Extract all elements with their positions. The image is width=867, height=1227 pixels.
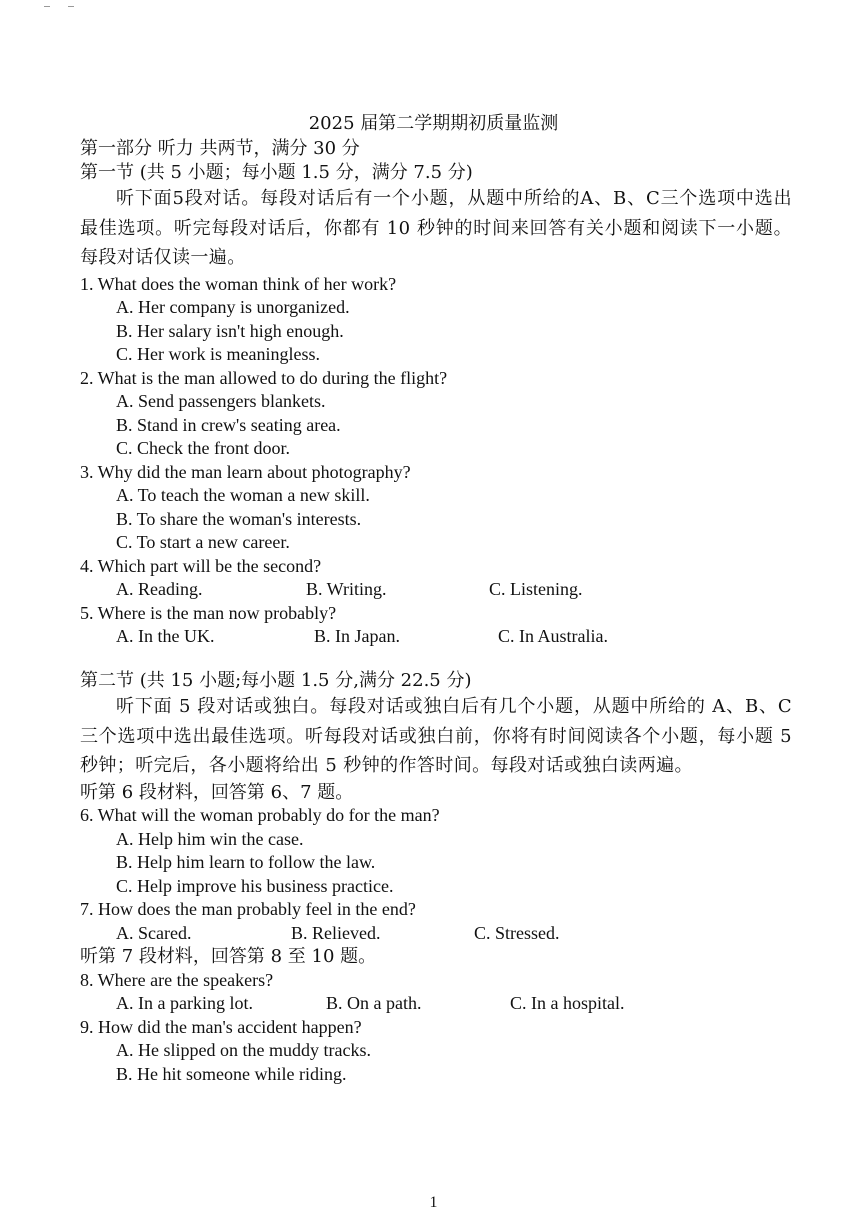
- scan-mark: [44, 6, 50, 7]
- question-3-option-c: C. To start a new career.: [116, 532, 290, 552]
- exam-content: [80, 137, 800, 1086]
- question-7-option-a: A. Scared.: [116, 922, 192, 943]
- question-7-option-b: B. Relieved.: [291, 922, 381, 943]
- question-8-option-c: C. In a hospital.: [510, 993, 625, 1013]
- question-2-option-a: A. Send passengers blankets.: [116, 391, 326, 411]
- question-2-option-b: B. Stand in crew's seating area.: [116, 414, 341, 435]
- page-number: 1: [429, 1194, 438, 1211]
- question-5-stem: 5. Where is the man now probably?: [80, 602, 337, 623]
- question-8-option-a: A. In a parking lot.: [116, 993, 253, 1013]
- section1-instructions: 听下面5段对话。每段对话后有一个小题，从题中所给的A、B、C三个选项中选出最佳选项。听完每段对话后，你都有 10 秒钟的时间来回答有关小题和阅读下一小题。每段对话仅读一遍。: [80, 188, 792, 268]
- question-9-stem: 9. How did the man's accident happen?: [80, 1016, 362, 1037]
- question-9-option-a: A. He slipped on the muddy tracks.: [116, 1040, 371, 1060]
- question-7-stem: 7. How does the man probably feel in the end?: [80, 899, 416, 919]
- material-6-label: 听第 6 段材料，回答第 6、7 题。: [80, 781, 354, 803]
- question-2-stem: 2. What is the man allowed to do during the flight?: [80, 367, 448, 388]
- part1-heading: 第一部分 听力 共两节，满分 30 分: [80, 138, 360, 159]
- section1-heading: 第一节 (共 5 小题；每小题 1.5 分，满分 7.5 分): [80, 161, 473, 183]
- question-1-option-b: B. Her salary isn't high enough.: [116, 320, 344, 341]
- question-7-options: [80, 922, 800, 946]
- question-5-option-b: B. In Japan.: [314, 626, 400, 646]
- question-8-option-b: B. On a path.: [326, 993, 422, 1013]
- question-3-option-b: B. To share the woman's interests.: [116, 508, 362, 529]
- question-4-stem: 4. Which part will be the second?: [80, 555, 322, 576]
- question-5-options: [80, 625, 800, 649]
- question-1-option-c: C. Her work is meaningless.: [116, 344, 320, 364]
- question-4-option-c: C. Listening.: [489, 579, 583, 599]
- question-6-option-c: C. Help improve his business practice.: [116, 875, 394, 896]
- question-3-stem: 3. Why did the man learn about photography?: [80, 461, 411, 482]
- question-6-stem: 6. What will the woman probably do for the man?: [80, 805, 440, 825]
- question-4-option-a: A. Reading.: [116, 579, 203, 599]
- question-6-option-a: A. Help him win the case.: [116, 828, 304, 849]
- question-4-options: [80, 578, 800, 602]
- question-2-option-c: C. Check the front door.: [116, 438, 290, 458]
- question-1-option-a: A. Her company is unorganized.: [116, 297, 350, 317]
- question-3-option-a: A. To teach the woman a new skill.: [116, 485, 370, 505]
- question-5-option-c: C. In Australia.: [498, 626, 608, 646]
- section2-instructions: 听下面 5 段对话或独白。每段对话或独白后有几个小题，从题中所给的 A、B、C 三个选项中选出最佳选项。听每段对话或独白前，你将有时间阅读各个小题，每小题 5 秒钟；听完后，各小题将给出 5 秒钟的作答时间。每段对话或独白读两遍。: [80, 696, 792, 776]
- question-1-stem: 1. What does the woman think of her work?: [80, 273, 397, 294]
- question-4-option-b: B. Writing.: [306, 579, 387, 599]
- material-7-label: 听第 7 段材料，回答第 8 至 10 题。: [80, 946, 377, 967]
- scan-mark: [68, 6, 74, 7]
- question-8-stem: 8. Where are the speakers?: [80, 969, 274, 990]
- exam-title: 2025 届第二学期期初质量监测: [308, 113, 559, 134]
- question-6-option-b: B. Help him learn to follow the law.: [116, 852, 376, 872]
- question-7-option-c: C. Stressed.: [474, 922, 560, 943]
- question-5-option-a: A. In the UK.: [116, 626, 215, 646]
- question-9-option-b: B. He hit someone while riding.: [116, 1063, 347, 1084]
- section2-heading: 第二节 (共 15 小题;每小题 1.5 分,满分 22.5 分): [80, 669, 472, 691]
- question-8-options: [80, 992, 800, 1016]
